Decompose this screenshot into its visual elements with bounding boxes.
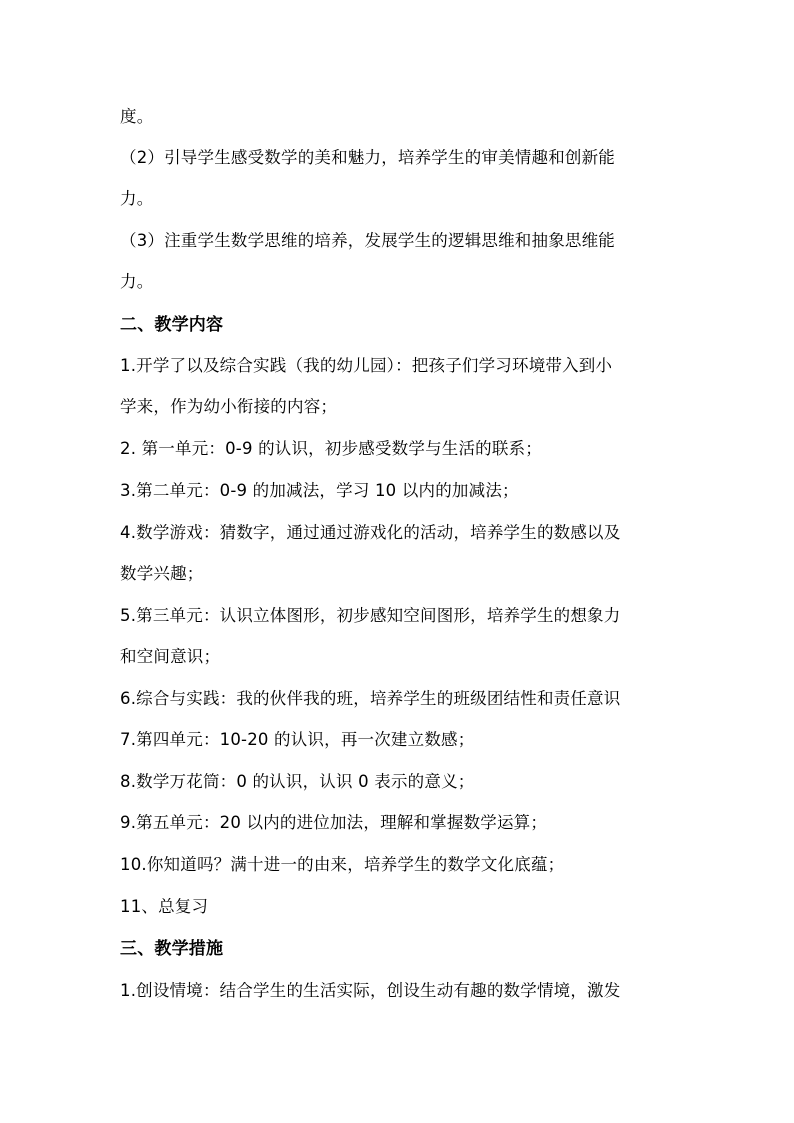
content-item-9: 9.第五单元：20 以内的进位加法，理解和掌握数学运算； [120, 813, 548, 832]
text-line: 度。 [120, 107, 154, 126]
content-item-6: 6.综合与实践：我的伙伴我的班，培养学生的班级团结性和责任意识 [120, 689, 621, 708]
content-item-1-line-2: 学来，作为幼小衔接的内容； [120, 397, 338, 416]
content-item-1-line-1: 1.开学了以及综合实践（我的幼儿园）：把孩子们学习环境带入到小 [120, 356, 613, 375]
goal-3-line-1: （3）注重学生数学思维的培养，发展学生的逻辑思维和抽象思维能 [120, 231, 615, 250]
content-item-4-line-1: 4.数学游戏：猜数字，通过通过游戏化的活动，培养学生的数感以及 [120, 523, 621, 542]
goal-2-line-2: 力。 [120, 189, 154, 208]
content-item-2: 2. 第一单元：0-9 的认识，初步感受数学与生活的联系； [120, 439, 542, 458]
content-item-7: 7.第四单元：10-20 的认识，再一次建立数感； [120, 730, 475, 749]
measure-item-1: 1.创设情境：结合学生的生活实际，创设生动有趣的数学情境，激发 [120, 981, 621, 1000]
content-item-4-line-2: 数学兴趣； [120, 564, 204, 583]
goal-3-line-2: 力。 [120, 272, 154, 291]
content-item-10: 10.你知道吗？满十进一的由来，培养学生的数学文化底蕴； [120, 855, 565, 874]
goal-2-line-1: （2）引导学生感受数学的美和魅力，培养学生的审美情趣和创新能 [120, 148, 615, 167]
content-item-3: 3.第二单元：0-9 的加减法，学习 10 以内的加减法； [120, 481, 519, 500]
content-item-11: 11、总复习 [120, 897, 209, 916]
content-item-8: 8.数学万花筒：0 的认识，认识 0 表示的意义； [120, 772, 475, 791]
section-heading-measures: 三、教学措施 [120, 939, 224, 959]
content-item-5-line-2: 和空间意识； [120, 647, 221, 666]
content-item-5-line-1: 5.第三单元：认识立体图形，初步感知空间图形，培养学生的想象力 [120, 606, 621, 625]
section-heading-content: 二、教学内容 [120, 315, 224, 335]
